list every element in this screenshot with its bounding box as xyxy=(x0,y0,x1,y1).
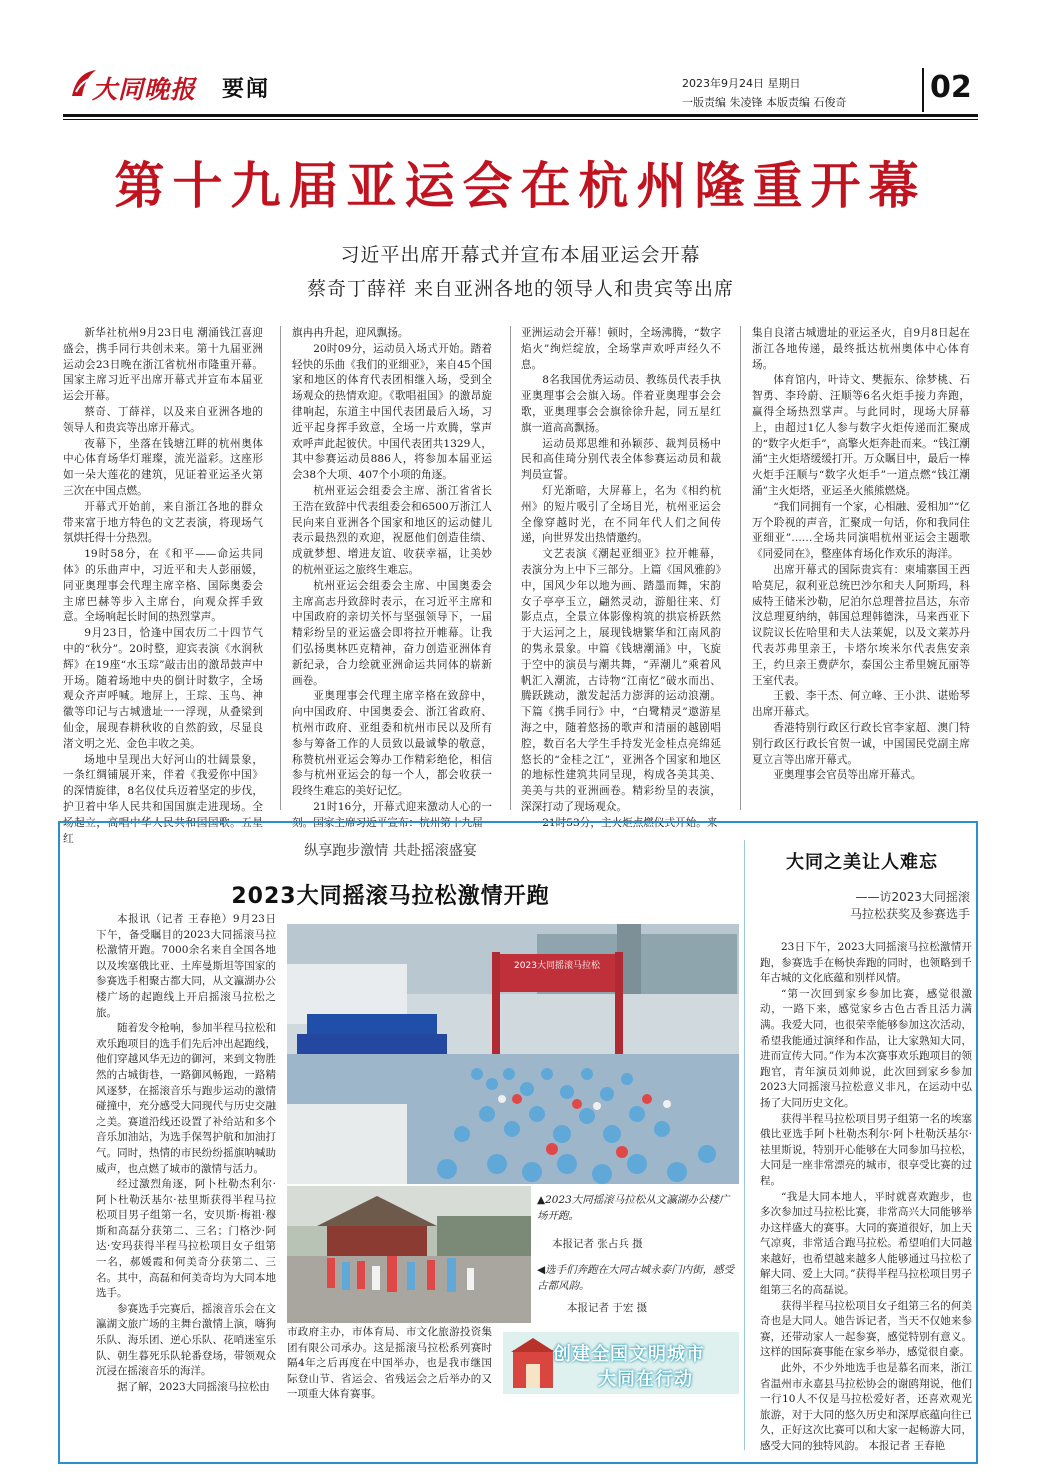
paragraph: 亚奥理事会官员等出席开幕式。 xyxy=(773,769,922,782)
paragraph: 杭州亚运会组委会主席、中国奥委会主席高志丹致辞时表示，在习近平主席和中国政府的亲切关怀与坚强领导下，一届精彩纷呈的亚运盛会即将拉开帷幕。让我们弘扬奥林匹克精神，奋力创造亚洲体育新纪录，合力绘就亚洲命运共同体的崭新画卷。 xyxy=(292,579,492,687)
article-column-2 xyxy=(292,326,492,829)
paragraph: 场地中呈现出大好河山的壮阔景象，一条红绸铺展开来，伴着《我爱你中国》的深情旋律，8名仪仗兵迈着坚定的步伐，护卫着中华人民共和国国旗走进现场。全场起立，高唱中华人民共和国国歌。五星红 xyxy=(63,753,263,845)
paragraph: 参赛选手完赛后，摇滚音乐会在文瀛湖文旅广场的主舞台激情上演，嗨狗乐队、海乐团、逆心乐队、花哨迷室乐队、朝生暮死乐队轮番登场，带领观众沉浸在摇滚音乐的海洋。 xyxy=(96,1302,276,1378)
paragraph: 亚奥理事会代理主席辛格在致辞中，向中国政府、中国奥委会、浙江省政府、杭州市政府、亚组委和杭州市民以及所有参与筹备工作的人员致以最诚挚的敬意，称赞杭州亚运会筹办工作精彩绝伦，相信参与杭州亚运会的每一个人，都会收获一段终生难忘的美好记忆。 xyxy=(292,690,492,798)
paragraph: 香港特别行政区行政长官李家超、澳门特别行政区行政长官贺一诚，中国国民党副主席夏立言等出席开幕式。 xyxy=(752,721,970,766)
marathon-kicker: 纵享跑步激情 共赴摇滚盛宴 xyxy=(304,843,477,859)
section-name: 要闻 xyxy=(222,77,271,102)
paragraph: 此外，不少外地选手也是慕名而来，浙江省温州市永嘉县马拉松协会的谢鸥翔说，他们一行10人不仅是马拉松爱好者，还喜欢观光旅游，对于大同的悠久历史和深厚底蕴向往已久，正好这次比赛可以和大家一起畅游大同，感受大同的独特风韵。 本报记者 王春艳 xyxy=(760,1362,972,1452)
paragraph: 亚洲运动会开幕！顿时，全场沸腾，“数字焰火”绚烂绽放，全场掌声欢呼声经久不息。 xyxy=(521,327,721,371)
paragraph: 文艺表演《潮起亚细亚》拉开帷幕，表演分为上中下三部分。上篇《国风雅韵》中，国风少年以地为画、踏墨而舞，宋韵女子亭亭玉立，翩然灵动，游船往来、灯影点点，全景立体影像构筑的拱宸桥跃然于大运河之上，展现钱塘繁华和江南风韵的隽永景象。中篇《钱塘潮涌》中，飞旋于空中的演员与潮共舞，“弄潮儿”乘着风帆汇入潮流，古诗物“江南忆”破水而出、腾跃跳动，激发起活力澎湃的运动浪潮。下篇《携手同行》中，“白鹭精灵”遨游星海之中，随着悠扬的歌声和清丽的越剧唱腔，数百名大学生手持发光金桂点亮绵延悠长的“金桂之江”，亚洲各个国家和地区的地标性建筑共同呈现，构成各美其美、美美与共的亚洲画卷。精彩纷呈的表演，深深打动了现场观众。 xyxy=(521,548,721,813)
photo-caption-1: ▲2023大同摇滚马拉松从文瀛湖办公楼广场开跑。 xyxy=(537,1194,730,1222)
badge-line-2: 大同在行动 xyxy=(598,1369,693,1390)
paragraph: 9月23日，恰逢中国农历二十四节气中的“秋分”。20时整，迎宾表演《水润秋辉》在19座“水玉琮”敲击出的激昂鼓声中开场。随着场地中央的倒计时数字，全场观众齐声呼喊。地屏上，王琮、玉鸟、神徽等印记与古城遗址一一浮现，从叠梁到仙金，展现春耕秋收的自然韵致，尽显良渚文明之光、金色丰收之美。 xyxy=(63,627,263,750)
marathon-start-photo xyxy=(287,924,739,1184)
photo-credit-1: 本报记者 张占兵 摄 xyxy=(552,1238,643,1250)
issue-date: 2023年9月24日 星期日 xyxy=(682,77,801,90)
paragraph: 经过激烈角逐，阿卜杜勒杰利尔·阿卜杜勒沃基尔·祛里斯获得半程马拉松项目男子组第一名，安贝斯·梅祖·穆斯和高磊分获第二、三名；门格沙·阿达·安玛获得半程马拉松项目女子组第一名，郝媛霞和何美奇分获第二、三名。其中，高磊和何美奇均为大同本地选手。 xyxy=(96,1178,276,1300)
column-divider xyxy=(280,326,281,810)
paragraph: 王毅、李干杰、何立峰、王小洪、谌贻琴出席开幕式。 xyxy=(752,690,970,719)
paragraph: 蔡奇、丁薛祥，以及来自亚洲各地的领导人和贵宾等出席开幕式。 xyxy=(63,405,263,434)
article-column-4 xyxy=(752,326,970,810)
paragraph: 本报讯（记者 王春艳）9月23日下午，备受瞩目的2023大同摇滚马拉松激情开跑。7000余名来自全国各地以及埃塞俄比亚、土库曼斯坦等国家的参赛选手相聚古都大同，从文瀛湖办公楼广场的起跑线上开启摇滚马拉松之旅。 xyxy=(96,913,276,1019)
interview-subtitle-line-2: 马拉松获奖及参赛选手 xyxy=(849,907,970,921)
marathon-article-continued xyxy=(287,1325,492,1457)
photo-caption-2: ◀选手们奔跑在大同古城永泰门内街，感受古都风韵。 xyxy=(537,1264,735,1292)
photo-credit-2: 本报记者 于宏 摄 xyxy=(567,1302,648,1314)
marathon-headline: 2023大同摇滚马拉松激情开跑 xyxy=(231,884,550,909)
main-headline: 第十九届亚运会在杭州隆重开幕 xyxy=(114,157,927,215)
page-number: 02 xyxy=(930,70,972,105)
paragraph: 旗冉冉升起，迎风飘扬。 xyxy=(292,327,409,339)
paragraph: 体育馆内，叶诗文、樊振东、徐梦桃、石智勇、李玲蔚、汪顺等6名火炬手接力奔跑，赢得全场热烈掌声。与此同时，现场大屏幕上，由超过1亿人参与数字火炬传递而汇聚成的“数字火炬手”，高擎火炬奔赴而来。“钱江潮涌”主火炬塔缓缓打开。万众瞩目中，最后一棒火炬手汪顺与“数字火炬手”一道点燃“钱江潮涌”主火炬塔，亚运圣火熊熊燃烧。 xyxy=(752,374,970,497)
box-column-divider xyxy=(744,840,745,1450)
badge-line-1: 创建全国文明城市 xyxy=(553,1344,705,1365)
article-column-3 xyxy=(521,326,721,829)
article-column-1 xyxy=(63,326,263,845)
paragraph: 市政府主办，市体育局、市文化旅游投资集团有限公司承办。这是摇滚马拉松系列赛时隔4年之后再度在中国举办，也是我市继国际登山节、省运会、省残运会之后举办的又一项重大体育赛事。 xyxy=(287,1326,492,1401)
interview-article-column xyxy=(760,940,972,1460)
paragraph: 据了解，2023大同摇滚马拉松由 xyxy=(117,1380,270,1393)
editor-credits: 一版责编 朱凌锋 本版责编 石俊奇 xyxy=(682,96,847,109)
paragraph: 获得半程马拉松项目女子组第三名的何美奇也是大同人。她告诉记者，当天不仅她来参赛，还带动家人一起参赛，感觉特别有意义。这样的国际赛事能在家乡举办，感觉很自豪。 xyxy=(760,1299,972,1359)
paragraph: 杭州亚运会组委会主席、浙江省省长王浩在致辞中代表组委会和6500万浙江人民向来自亚洲各个国家和地区的运动健儿表示最热烈的欢迎，祝愿他们创造佳绩、成就梦想、增进友谊、收获幸福，让美妙的杭州亚运之旅终生难忘。 xyxy=(292,484,492,576)
paragraph: “第一次回到家乡参加比赛，感觉很激动，一路下来，感觉家乡古色古香且活力满满。我爱大同，也很荣幸能够参加这次活动，希望我能通过演绎和作品，让大家熟知大同，进而宣传大同。”作为本次赛事欢乐跑项目的领跑官，青年演员刘帅说，此次回到家乡参加2023大同摇滚马拉松意义非凡，在运动中弘扬了大同历史文化。 xyxy=(760,987,972,1109)
column-divider xyxy=(740,326,741,810)
interview-subtitle xyxy=(770,889,970,923)
photo-banner-text: 2023大同摇滚马拉松 xyxy=(514,961,600,971)
paragraph: 开幕式开始前，来自浙江各地的群众带来富于地方特色的文艺表演，将现场气氛烘托得十分热烈。 xyxy=(63,500,263,545)
paragraph: 获得半程马拉松项目男子组第一名的埃塞俄比亚选手阿卜杜勒杰利尔·阿卜杜勒沃基尔·祛里斯说，特别开心能够在大同参加马拉松，大同是一座非常漂亮的城市，很享受比赛的过程。 xyxy=(760,1112,972,1187)
paragraph: 21时16分，开幕式迎来激动人心的一刻。国家主席习近平宣布：杭州第十九届 xyxy=(292,800,492,829)
paragraph: 运动员郑思维和孙颖莎、裁判员杨中民和高佳琦分别代表全体参赛运动员和裁判员宣誓。 xyxy=(521,437,721,482)
paragraph: 随着发令枪响，参加半程马拉松和欢乐跑项目的选手们先后冲出起跑线，他们穿越风华无边的御河，来到文物胜然的古城街巷，一路御风畅跑，一路精风逐梦，在摇滚音乐与跑步运动的激情碰撞中，充分感受大同现代与历史交融之美。赛道沿线还设置了补给站和多个音乐加油站，为选手保驾护航和加油打气。同时，热情的市民纷纷摇旗呐喊助威声，也点燃了城市的激情与活力。 xyxy=(96,1022,276,1175)
newspaper-logo: 大同晚报 xyxy=(92,75,197,104)
marathon-article-column xyxy=(96,912,276,1457)
masthead-rule xyxy=(63,114,978,117)
paragraph: 出席开幕式的国际贵宾有：柬埔寨国王西哈莫尼，叙利亚总统巴沙尔和夫人阿斯玛，科威特王储米沙勒，尼泊尔总理普拉昌达，东帝汶总理夏纳纳，韩国总理韩德洙，马来西亚下议院议长佐哈里和夫人法莱妮，以及文莱苏丹代表苏弗里亲王，卡塔尔埃米尔代表焦安亲王，约旦亲王费萨尔，泰国公主希里婉瓦丽等王室代表。 xyxy=(752,563,970,687)
paragraph: 8名我国优秀运动员、教练员代表手执亚奥理事会会旗入场。伴着亚奥理事会会歌，亚奥理事会会旗徐徐升起，同五星红旗一道高高飘扬。 xyxy=(521,374,721,434)
headline-subtitle-2: 蔡奇丁薛祥 来自亚洲各地的领导人和贵宾等出席 xyxy=(306,278,735,300)
city-gate-icon xyxy=(511,1336,555,1390)
headline-subtitle-1: 习近平出席开幕式并宣布本届亚运会开幕 xyxy=(340,244,701,266)
paragraph: 20时09分，运动员入场式开始。踏着轻快的乐曲《我们的亚细亚》，来自45个国家和地区的体育代表团相继入场，受到全场观众的热情欢迎。《歌唱祖国》的激昂旋律响起，东道主中国代表团最后入场，习近平起身挥手致意，全场一片欢腾，掌声欢呼声此起彼伏。中国代表团共1329人，其中参赛运动员886人，将参加本届亚运会38个大项、407个小项的角逐。 xyxy=(292,342,492,482)
runners-old-city-photo xyxy=(287,1186,531,1323)
paragraph: 21时53分，主火炬点燃仪式开始。来 xyxy=(542,816,718,829)
paragraph: 灯光渐暗，大屏幕上，名为《相约杭州》的短片吸引了全场目光，杭州亚运会全像穿越时光，在不同年代人们之间传递，向世界发出热情邀约。 xyxy=(521,484,721,545)
column-divider xyxy=(510,326,511,810)
paragraph: 新华社杭州9月23日电 潮涌钱江喜迎盛会，携手同行共创未来。第十九届亚洲运动会23日晚在浙江省杭州市隆重开幕。国家主席习近平出席开幕式并宣布本届亚运会开幕。 xyxy=(63,327,263,403)
paragraph: 夜幕下，坐落在钱塘江畔的杭州奥体中心体育场华灯璀璨，流光溢彩。这座形如一朵大莲花的建筑，见证着亚运圣火第三次在中国点燃。 xyxy=(63,437,263,497)
paragraph: 19时58分，在《和平——命运共同体》的乐曲声中，习近平和夫人彭丽媛，同亚奥理事会代理主席辛格、国际奥委会主席巴赫等步入主席台，向观众挥手致意。全场响起长时间的热烈掌声。 xyxy=(63,548,263,624)
paragraph: 集自良渚古城遗址的亚运圣火，自9月8日起在浙江各地传递，最终抵达杭州奥体中心体育场。 xyxy=(752,327,970,371)
paragraph: 23日下午，2023大同摇滚马拉松激情开跑，参赛选手在畅快奔跑的同时，也领略到千年古城的文化底蕴和别样风情。 xyxy=(760,941,972,985)
masthead-divider xyxy=(922,68,924,112)
masthead-rule-thin xyxy=(63,119,978,120)
paragraph: “我们同拥有一个家，心相融、爱相加”“亿万个聆视的声音，汇聚成一句话，你和我同住亚细亚”……全场共同演唱杭州亚运会主题歌《同爱同在》，整座体育场化作欢乐的海洋。 xyxy=(752,500,970,561)
interview-subtitle-line-1: ——访2023大同摇滚 xyxy=(855,890,970,904)
interview-headline: 大同之美让人难忘 xyxy=(786,852,938,873)
paragraph: “我是大同本地人，平时就喜欢跑步，也多次参加过马拉松比赛，非常高兴大同能够举办这样盛大的赛事。大同的赛道很好，加上天气凉爽，非常适合跑马拉松。希望咱们大同越来越好，也希望越来越多人能够通过马拉松了解大同、爱上大同。”获得半程马拉松项目男子组第三名的高磊说。 xyxy=(760,1190,972,1297)
